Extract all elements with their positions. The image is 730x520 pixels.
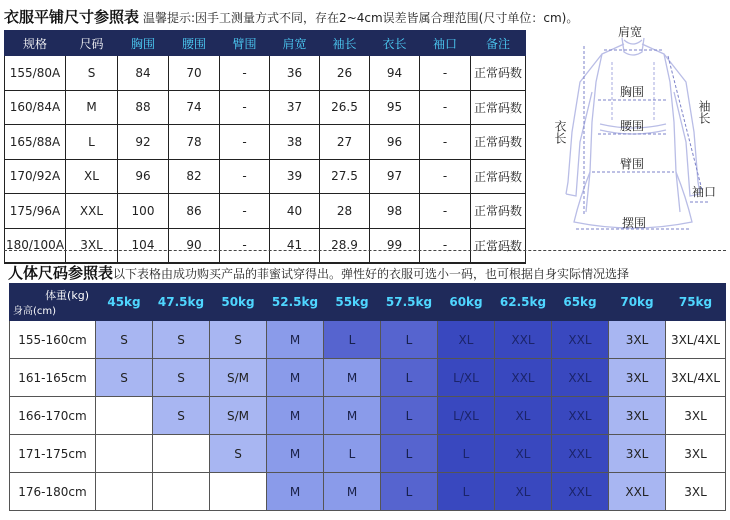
size-cell: 3XL (609, 359, 666, 397)
diagram-label-length: 衣长 (553, 120, 567, 144)
size-cell: M (267, 397, 324, 435)
garment-row (5, 228, 526, 263)
garment-col-header: 规格 (5, 31, 66, 56)
size-cell: XL (495, 473, 552, 511)
garment-cell: S (66, 56, 118, 91)
garment-table-note: 温馨提示:因手工测量方式不同，存在2~4cm误差皆属合理范围(尺寸单位：cm)。 (143, 11, 579, 25)
garment-cell: 86 (169, 194, 220, 229)
header-corner (10, 284, 96, 321)
diagram-label-arm: 臂围 (620, 157, 645, 171)
size-cell: M (324, 359, 381, 397)
garment-cell: 正常码数 (471, 125, 526, 160)
size-cell: L (381, 359, 438, 397)
garment-cell: 40 (270, 194, 320, 229)
size-cell: S (153, 359, 210, 397)
garment-cell: 74 (169, 90, 220, 125)
garment-cell: 正常码数 (471, 194, 526, 229)
garment-cell: 94 (370, 56, 420, 91)
weight-col-header: 50kg (210, 284, 267, 321)
garment-cell: 90 (169, 228, 220, 263)
body-row (10, 359, 726, 397)
body-row (10, 321, 726, 359)
garment-cell: 27.5 (320, 159, 370, 194)
garment-col-header: 尺码 (66, 31, 118, 56)
body-table-title: 人体尺码参照表 (8, 264, 114, 282)
garment-cell: 97 (370, 159, 420, 194)
weight-col-header: 65kg (552, 284, 609, 321)
size-cell: XXL (552, 397, 609, 435)
body-row (10, 397, 726, 435)
size-cell (153, 435, 210, 473)
weight-col-header: 45kg (96, 284, 153, 321)
size-cell: XXL (552, 359, 609, 397)
size-cell: 3XL (609, 321, 666, 359)
garment-cell: M (66, 90, 118, 125)
size-cell: 3XL (666, 435, 726, 473)
garment-cell: L (66, 125, 118, 160)
size-cell: 3XL/4XL (666, 359, 726, 397)
height-row-header: 171-175cm (10, 435, 96, 473)
size-cell: S/M (210, 397, 267, 435)
garment-cell: 160/84A (5, 90, 66, 125)
body-row (10, 473, 726, 511)
size-cell: S (96, 359, 153, 397)
size-cell: L (438, 473, 495, 511)
body-row (10, 435, 726, 473)
garment-cell: 41 (270, 228, 320, 263)
garment-col-header: 备注 (471, 31, 526, 56)
garment-cell: 96 (370, 125, 420, 160)
diagram-label-shoulder: 肩宽 (618, 25, 643, 39)
garment-cell: 正常码数 (471, 228, 526, 263)
size-cell: XXL (495, 321, 552, 359)
height-row-header: 155-160cm (10, 321, 96, 359)
size-cell (153, 473, 210, 511)
garment-cell: 正常码数 (471, 90, 526, 125)
size-cell: XL (438, 321, 495, 359)
weight-col-header: 57.5kg (381, 284, 438, 321)
size-cell: L (324, 435, 381, 473)
garment-cell: 28 (320, 194, 370, 229)
garment-cell: 104 (118, 228, 169, 263)
garment-cell: 正常码数 (471, 56, 526, 91)
size-cell (210, 473, 267, 511)
size-cell: XXL (552, 473, 609, 511)
garment-cell: 正常码数 (471, 159, 526, 194)
size-cell: XXL (609, 473, 666, 511)
garment-cell: 78 (169, 125, 220, 160)
garment-cell: - (420, 90, 471, 125)
size-cell: XXL (552, 321, 609, 359)
size-cell: 3XL (609, 435, 666, 473)
size-cell: S (96, 321, 153, 359)
size-cell: M (267, 435, 324, 473)
size-cell: XXL (495, 359, 552, 397)
garment-cell: 88 (118, 90, 169, 125)
body-size-table (9, 283, 726, 511)
size-cell: S/M (210, 359, 267, 397)
garment-col-header: 肩宽 (270, 31, 320, 56)
garment-cell: 155/80A (5, 56, 66, 91)
garment-col-header: 袖口 (420, 31, 471, 56)
size-cell: L/XL (438, 359, 495, 397)
size-cell (96, 435, 153, 473)
garment-col-header: 腰围 (169, 31, 220, 56)
weight-col-header: 60kg (438, 284, 495, 321)
diagram-label-waist: 腰围 (620, 119, 645, 133)
garment-table-title: 衣服平铺尺寸参照表 (4, 8, 140, 26)
size-cell: L (381, 397, 438, 435)
height-row-header: 176-180cm (10, 473, 96, 511)
garment-cell: 26 (320, 56, 370, 91)
garment-cell: 82 (169, 159, 220, 194)
garment-cell: 26.5 (320, 90, 370, 125)
garment-cell: 39 (270, 159, 320, 194)
size-cell: M (324, 473, 381, 511)
garment-col-header: 衣长 (370, 31, 420, 56)
size-cell: L (324, 321, 381, 359)
size-cell: 3XL (666, 473, 726, 511)
weight-col-header: 47.5kg (153, 284, 210, 321)
size-cell: L (381, 473, 438, 511)
size-cell: S (210, 435, 267, 473)
garment-cell: 84 (118, 56, 169, 91)
garment-cell: - (220, 159, 270, 194)
size-cell: XL (495, 435, 552, 473)
garment-cell: XXL (66, 194, 118, 229)
size-cell: XL (495, 397, 552, 435)
size-cell: M (267, 473, 324, 511)
garment-cell: 96 (118, 159, 169, 194)
garment-cell: - (420, 228, 471, 263)
size-cell: L (381, 435, 438, 473)
garment-header-row (5, 31, 526, 56)
diagram-label-sleeve: 袖长 (697, 100, 711, 124)
height-row-header: 161-165cm (10, 359, 96, 397)
size-cell: M (267, 321, 324, 359)
garment-cell: 92 (118, 125, 169, 160)
diagram-label-chest: 胸围 (620, 85, 645, 99)
diagram-label-cuff: 袖口 (692, 185, 717, 199)
body-header-row (10, 284, 726, 321)
size-cell: XXL (552, 435, 609, 473)
corner-weight-label: 体重(kg) (45, 289, 89, 302)
size-cell: M (267, 359, 324, 397)
size-cell: 3XL (609, 397, 666, 435)
garment-cell: 37 (270, 90, 320, 125)
garment-cell: 100 (118, 194, 169, 229)
garment-cell: - (420, 194, 471, 229)
garment-cell: 99 (370, 228, 420, 263)
garment-cell: XL (66, 159, 118, 194)
size-cell (96, 473, 153, 511)
garment-row (5, 159, 526, 194)
body-title-row (8, 262, 629, 283)
garment-measurement-diagram (540, 22, 726, 244)
weight-col-header: 52.5kg (267, 284, 324, 321)
corner-height-label: 身高(cm) (13, 306, 57, 317)
garment-row (5, 56, 526, 91)
garment-cell: - (220, 228, 270, 263)
section-divider (4, 250, 726, 251)
garment-cell: 170/92A (5, 159, 66, 194)
garment-col-header: 袖长 (320, 31, 370, 56)
garment-title-row (4, 6, 578, 26)
size-cell: S (210, 321, 267, 359)
weight-col-header: 62.5kg (495, 284, 552, 321)
garment-cell: 175/96A (5, 194, 66, 229)
garment-size-table (4, 30, 526, 264)
size-cell: S (153, 321, 210, 359)
garment-cell: 180/100A (5, 228, 66, 263)
weight-col-header: 55kg (324, 284, 381, 321)
garment-cell: 38 (270, 125, 320, 160)
size-cell: L (381, 321, 438, 359)
garment-cell: 28.9 (320, 228, 370, 263)
size-cell: L (438, 435, 495, 473)
garment-cell: - (220, 194, 270, 229)
garment-cell: - (220, 125, 270, 160)
size-cell: 3XL (666, 397, 726, 435)
garment-cell: 165/88A (5, 125, 66, 160)
size-cell: L/XL (438, 397, 495, 435)
garment-row (5, 125, 526, 160)
garment-cell: - (420, 56, 471, 91)
body-table-note: 以下表格由成功购买产品的菲蜜试穿得出。弹性好的衣服可选小一码，也可根据自身实际情况选择 (113, 267, 630, 281)
size-cell: 3XL/4XL (666, 321, 726, 359)
garment-cell: - (420, 159, 471, 194)
garment-cell: 70 (169, 56, 220, 91)
garment-cell: - (220, 56, 270, 91)
garment-row (5, 194, 526, 229)
size-cell: S (153, 397, 210, 435)
garment-col-header: 臂围 (220, 31, 270, 56)
garment-cell: - (220, 90, 270, 125)
garment-cell: 98 (370, 194, 420, 229)
height-row-header: 166-170cm (10, 397, 96, 435)
size-cell: M (324, 397, 381, 435)
weight-col-header: 75kg (666, 284, 726, 321)
weight-col-header: 70kg (609, 284, 666, 321)
garment-cell: 95 (370, 90, 420, 125)
garment-col-header: 胸围 (118, 31, 169, 56)
size-cell (96, 397, 153, 435)
garment-cell: 27 (320, 125, 370, 160)
garment-row (5, 90, 526, 125)
garment-cell: 3XL (66, 228, 118, 263)
garment-cell: 36 (270, 56, 320, 91)
garment-cell: - (420, 125, 471, 160)
diagram-label-hem: 摆围 (622, 216, 647, 230)
